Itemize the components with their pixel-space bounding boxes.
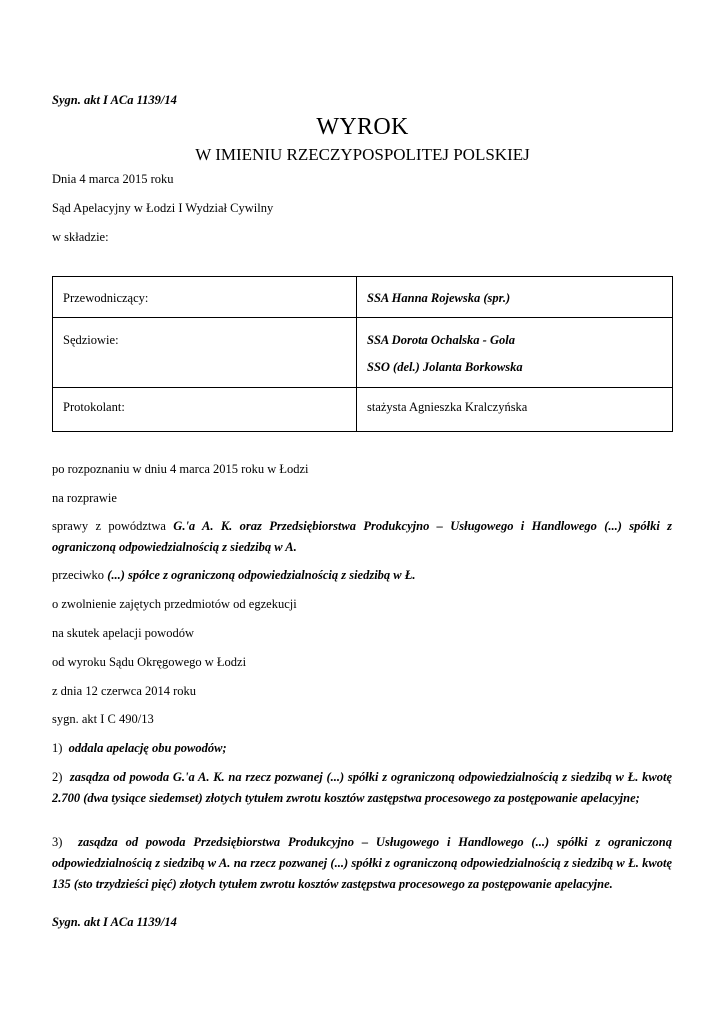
- defendant-paragraph: [52, 565, 672, 586]
- table-row: [53, 388, 673, 432]
- clerk-label: Protokolant:: [53, 388, 357, 432]
- ruling-item: [52, 832, 672, 895]
- defendant: (...) spółce z ograniczoną odpowiedzialnością z siedzibą w Ł.: [107, 568, 416, 582]
- subject-line: o zwolnienie zajętych przedmiotów od egzekucji: [52, 597, 297, 611]
- composition-table: [52, 276, 673, 432]
- against-prefix: przeciwko: [52, 568, 105, 582]
- document-title: WYROK: [316, 114, 409, 140]
- court-line: Sąd Apelacyjny w Łodzi I Wydział Cywilny: [52, 201, 274, 215]
- lower-case-line: sygn. akt I C 490/13: [52, 712, 154, 726]
- chair-label: Przewodniczący:: [53, 277, 357, 318]
- clerk-value: stażysta Agnieszka Kralczyńska: [357, 388, 673, 432]
- appeal-line: na skutek apelacji powodów: [52, 626, 194, 640]
- composition-label: w składzie:: [52, 230, 109, 244]
- ruling-item: [52, 767, 672, 809]
- case-number-bottom: Sygn. akt I ACa 1139/14: [52, 915, 177, 929]
- date-line: Dnia 4 marca 2015 roku: [52, 172, 174, 186]
- document-subtitle: W IMIENIU RZECZYPOSPOLITEJ POLSKIEJ: [195, 145, 530, 164]
- plaintiffs: G.'a A. K. oraz Przedsiębiorstwa Produkcyjno – Usługowego i Handlowego (...) spółki z ograniczoną odpowiedzialnością z siedzibą w A.: [52, 519, 673, 554]
- judgment-date-line: z dnia 12 czerwca 2014 roku: [52, 684, 197, 698]
- parties-paragraph: [52, 516, 672, 558]
- judges-cell: [357, 318, 673, 388]
- at-hearing-line: na rozprawie: [52, 491, 117, 505]
- table-row: [53, 318, 673, 388]
- case-prefix: sprawy z powództwa: [52, 519, 166, 533]
- ruling-text: zasądza od powoda G.'a A. K. na rzecz pozwanej (...) spółki z ograniczoną odpowiedzialnością z siedzibą w Ł. kwotę 2.700 (dwa tysiące siedemset) złotych tytułem zwrotu kosztów zastępstwa procesowego za postępowanie apelacyjne;: [52, 770, 672, 805]
- from-judgment-line: od wyroku Sądu Okręgowego w Łodzi: [52, 655, 247, 669]
- judge-name: SSA Dorota Ochalska - Gola: [367, 333, 515, 347]
- ruling-text: oddala apelację obu powodów;: [68, 741, 227, 755]
- table-row: [53, 277, 673, 318]
- ruling-number: 1): [52, 741, 63, 755]
- chair-value: SSA Hanna Rojewska (spr.): [357, 277, 673, 318]
- judges-label: Sędziowie:: [53, 318, 357, 388]
- judge-name: SSO (del.) Jolanta Borkowska: [367, 360, 523, 374]
- ruling-number: 3): [52, 835, 63, 849]
- after-hearing-line: po rozpoznaniu w dniu 4 marca 2015 roku w Łodzi: [52, 462, 309, 476]
- ruling-text: zasądza od powoda Przedsiębiorstwa Produkcyjno – Usługowego i Handlowego (...) spółki z ograniczoną odpowiedzialnością z siedzibą w A. na rzecz pozwanej (...) spółki z ograniczoną odpowiedzialnością z siedzibą w Ł. kwotę 135 (sto trzydzieści pięć) złotych tytułem zwrotu kosztów zastępstwa procesowego za postępowanie apelacyjne.: [52, 835, 673, 891]
- ruling-item: [52, 738, 672, 759]
- case-number-top: Sygn. akt I ACa 1139/14: [52, 93, 177, 107]
- ruling-number: 2): [52, 770, 63, 784]
